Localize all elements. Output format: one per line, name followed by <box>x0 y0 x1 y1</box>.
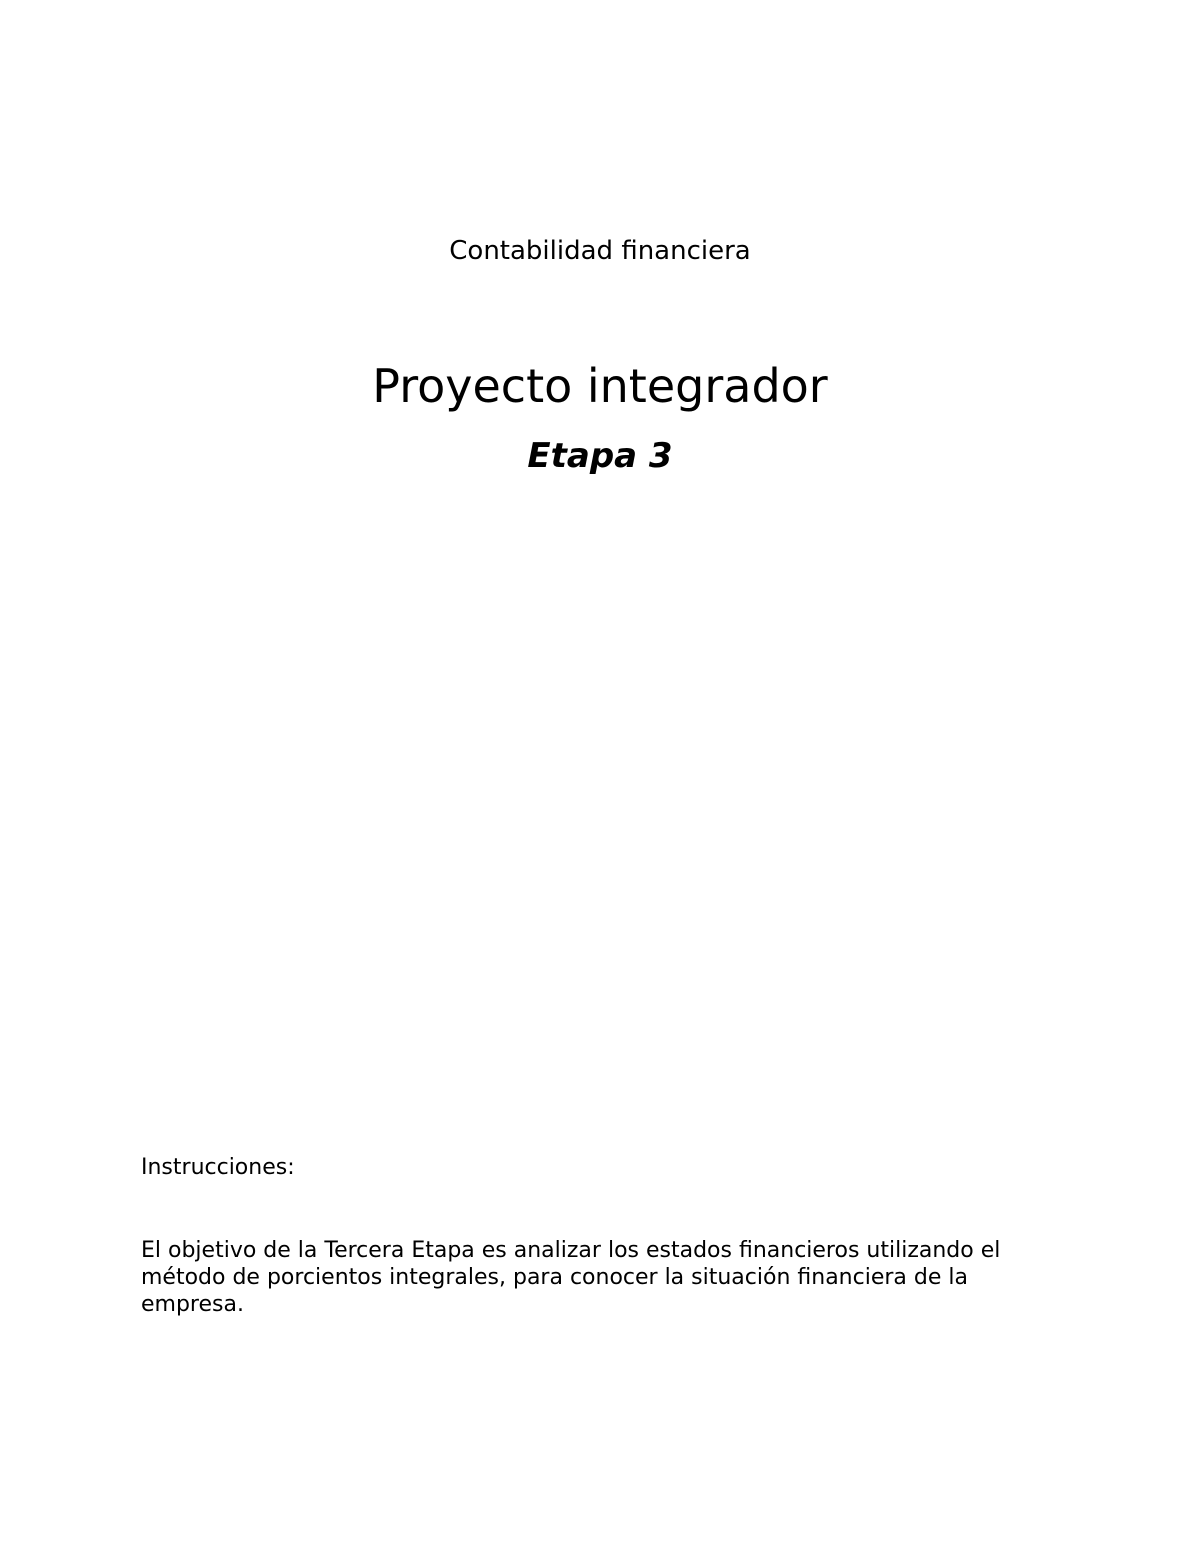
course-subject: Contabilidad financiera <box>449 236 751 266</box>
instructions-label: Instrucciones: <box>141 1155 295 1180</box>
objective-paragraph: El objetivo de la Tercera Etapa es analizar los estados financieros utilizando el método de porcientos integrales, para conocer la situación financiera de la empresa. <box>141 1238 1001 1317</box>
stage-title: Etapa 3 <box>527 436 673 476</box>
project-title: Proyecto integrador <box>372 359 828 413</box>
